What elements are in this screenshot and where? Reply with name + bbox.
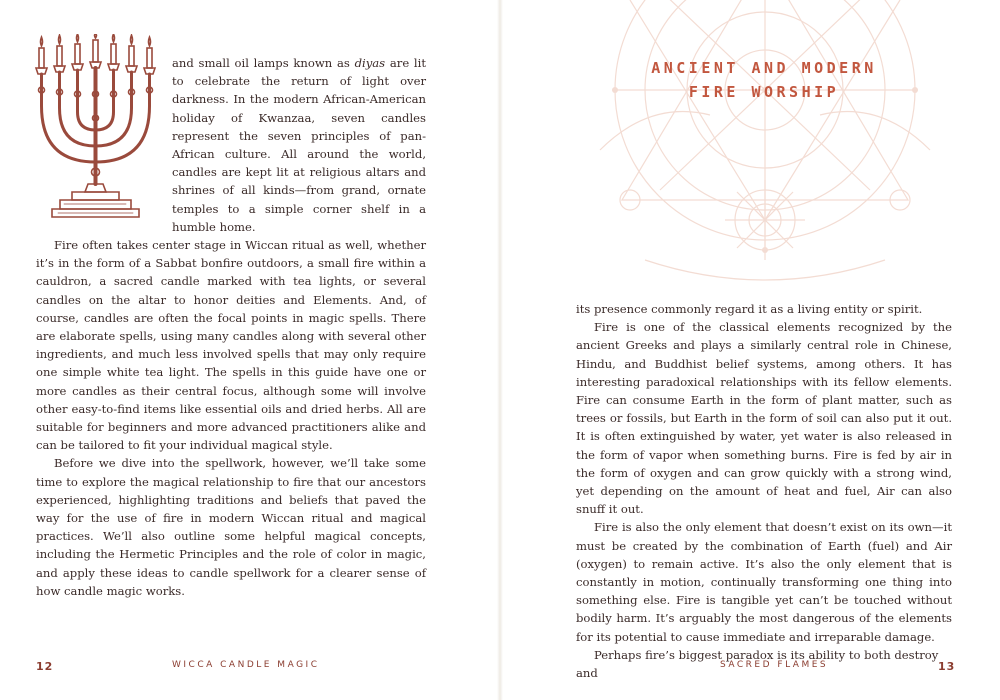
left-paragraph-2: Fire often takes center stage in Wiccan ritual as well, whether it’s in the form of a Sabbat bonfire outdoors, a small fire within a cauldron, a sacred candle marked with tea lights, or several candles on the altar to honor deities and Elements. And, of course, candles are often the focal points in magic spells. There are elaborate spells, using many candles along with several other ingredients, and much less involved spells that may only require one simple white tea light. The spells in this guide have one or more candles as their central focus, although some will involve other easy-to-find items like essential oils and dried herbs. All are suitable for beginners and more advanced practitioners alike and can be tailored to fit your individual magical style. (36, 238, 426, 453)
illustration-wrap-space (36, 54, 172, 230)
running-head-right: SACRED FLAMES (720, 660, 829, 670)
page-number-left: 12 (36, 660, 54, 673)
right-paragraph-4: Perhaps fire’s biggest paradox is its ability to both destroy and (576, 647, 939, 681)
page-number-right: 13 (938, 660, 956, 673)
right-body-text (576, 300, 952, 682)
right-paragraph-3: Fire is also the only element that doesn’t exist on its own—it must be created by the combination of Earth (fuel) and Air (oxygen) to remain active. It’s also the only element that is constantly in motion, continually transforming one thing into something else. Fire is tangible yet can’t be touched without bodily harm. It’s arguably the most dangerous of the elements for its potential to cause immediate and irreparable damage. (576, 520, 952, 644)
chapter-heading (576, 56, 952, 104)
right-paragraph-2: Fire is one of the classical elements recognized by the ancient Greeks and plays a similarly central role in Chinese, Hindu, and Buddhist belief systems, among others. It has interesting paradoxical relationships with its fellow elements. Fire can consume Earth in the form of plant matter, such as trees or fossils, but Earth in the form of soil can also put it out. It is often extinguished by water, yet water is also released in the form of vapor when something burns. Fire is fed by air in the form of oxygen and can grow quickly with a strong wind, yet depending on the amount of heat and fuel, Air can also snuff it out. (576, 320, 952, 517)
chapter-heading-line-1: ANCIENT AND MODERN (651, 59, 877, 77)
right-paragraph-1: its presence commonly regard it as a living entity or spirit. (576, 302, 923, 316)
sacred-geometry-sun-icon (590, 0, 940, 295)
left-paragraph-1: and small oil lamps known as diyas are lit to celebrate the return of light over darkness. In the modern African-American holiday of Kwanzaa, seven candles represent the seven principles of pan-African culture. All around the world, candles are kept lit at religious altars and shrines of all kinds—from grand, ornate temples to a simple corner shelf in a humble home. (172, 56, 426, 234)
chapter-heading-line-2: FIRE WORSHIP (688, 83, 840, 101)
left-body-text (36, 54, 426, 600)
left-paragraph-3: Before we dive into the spellwork, however, we’ll take some time to explore the magical relationship to fire that our ancestors experienced, highlighting traditions and beliefs that paved the way for the use of fire in modern Wiccan ritual and magical practices. We’ll also outline some helpful magical concepts, including the Hermetic Principles and the role of color in magic, and apply these ideas to candle spellwork for a clearer sense of how candle magic works. (36, 456, 426, 598)
running-head-left: WICCA CANDLE MAGIC (172, 660, 320, 670)
